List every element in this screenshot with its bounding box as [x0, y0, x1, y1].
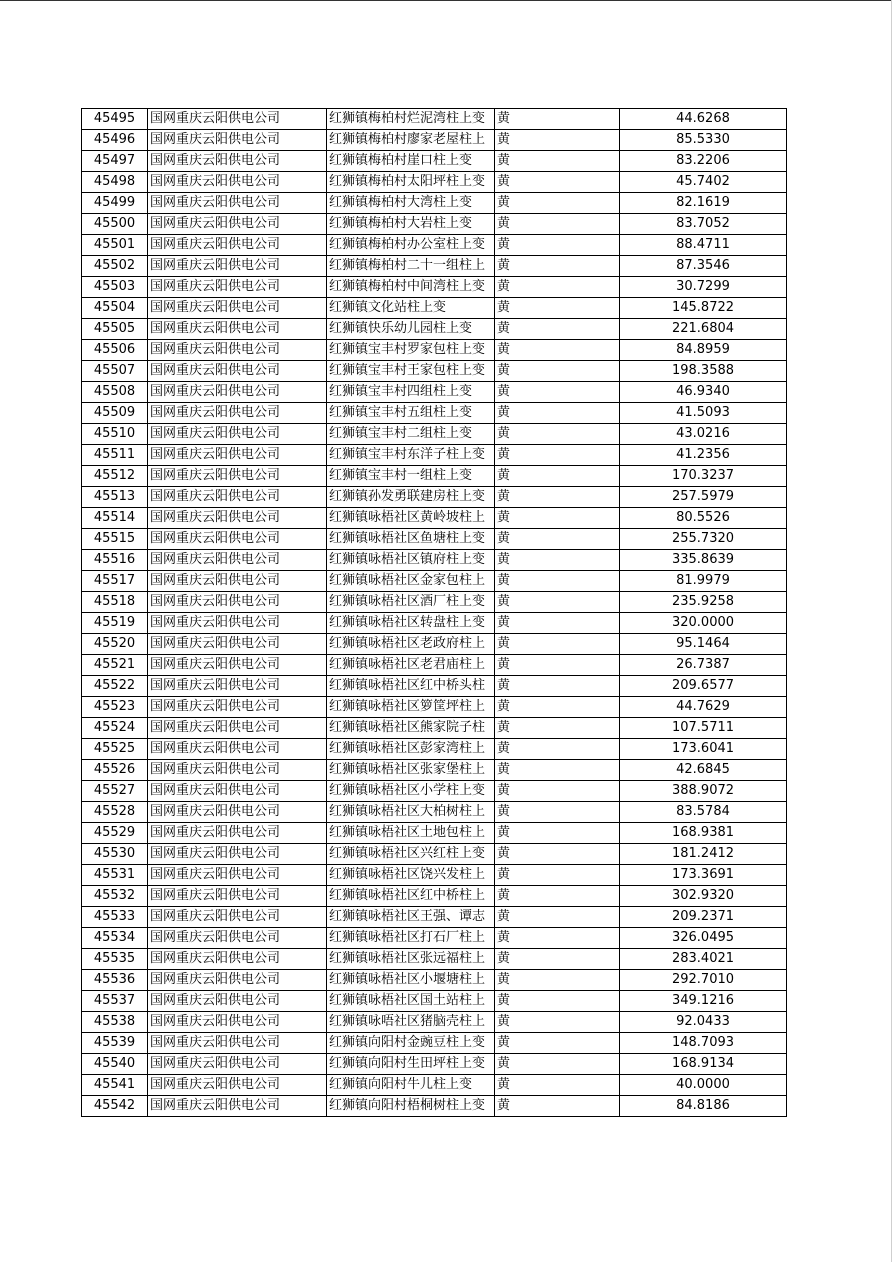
table-row: [82, 340, 787, 361]
company-cell: 国网重庆云阳供电公司: [148, 529, 327, 550]
row-id-cell: 45535: [82, 949, 148, 970]
table-row: [82, 508, 787, 529]
level-cell: 黄: [495, 718, 620, 739]
value-cell: 292.7010: [620, 970, 787, 991]
value-cell: 198.3588: [620, 361, 787, 382]
company-cell: 国网重庆云阳供电公司: [148, 1096, 327, 1117]
value-cell: 82.1619: [620, 193, 787, 214]
company-cell: 国网重庆云阳供电公司: [148, 340, 327, 361]
value-cell: 81.9979: [620, 571, 787, 592]
level-cell: 黄: [495, 634, 620, 655]
level-cell: 黄: [495, 739, 620, 760]
level-cell: 黄: [495, 340, 620, 361]
transformer-name-cell: 红狮镇咏梧社区熊家院子柱: [327, 718, 495, 739]
company-cell: 国网重庆云阳供电公司: [148, 802, 327, 823]
table-row: [82, 382, 787, 403]
table-row: [82, 802, 787, 823]
value-cell: 209.2371: [620, 907, 787, 928]
transformer-name-cell: 红狮镇梅柏村办公室柱上变: [327, 235, 495, 256]
row-id-cell: 45506: [82, 340, 148, 361]
table-row: [82, 1054, 787, 1075]
table-row: [82, 928, 787, 949]
level-cell: 黄: [495, 445, 620, 466]
level-cell: 黄: [495, 1012, 620, 1033]
table-row: [82, 865, 787, 886]
transformer-name-cell: 红狮镇宝丰村二组柱上变: [327, 424, 495, 445]
transformer-name-cell: 红狮镇咏梧社区国土站柱上: [327, 991, 495, 1012]
level-cell: 黄: [495, 151, 620, 172]
level-cell: 黄: [495, 424, 620, 445]
value-cell: 41.2356: [620, 445, 787, 466]
table-row: [82, 403, 787, 424]
company-cell: 国网重庆云阳供电公司: [148, 592, 327, 613]
transformer-name-cell: 红狮镇梅柏村太阳坪柱上变: [327, 172, 495, 193]
transformer-name-cell: 红狮镇梅柏村二十一组柱上: [327, 256, 495, 277]
company-cell: 国网重庆云阳供电公司: [148, 613, 327, 634]
transformer-name-cell: 红狮镇咏梧社区酒厂柱上变: [327, 592, 495, 613]
transformer-name-cell: 红狮镇咏梧社区黄岭坡柱上: [327, 508, 495, 529]
table-row: [82, 1096, 787, 1117]
table-row: [82, 466, 787, 487]
transformer-name-cell: 红狮镇宝丰村四组柱上变: [327, 382, 495, 403]
transformer-name-cell: 红狮镇咏梧社区小堰塘柱上: [327, 970, 495, 991]
table-row: [82, 949, 787, 970]
row-id-cell: 45532: [82, 886, 148, 907]
transformer-name-cell: 红狮镇宝丰村王家包柱上变: [327, 361, 495, 382]
level-cell: 黄: [495, 466, 620, 487]
company-cell: 国网重庆云阳供电公司: [148, 466, 327, 487]
value-cell: 388.9072: [620, 781, 787, 802]
value-cell: 235.9258: [620, 592, 787, 613]
company-cell: 国网重庆云阳供电公司: [148, 319, 327, 340]
company-cell: 国网重庆云阳供电公司: [148, 676, 327, 697]
company-cell: 国网重庆云阳供电公司: [148, 214, 327, 235]
row-id-cell: 45510: [82, 424, 148, 445]
level-cell: 黄: [495, 319, 620, 340]
table-row: [82, 193, 787, 214]
table-row: [82, 445, 787, 466]
row-id-cell: 45507: [82, 361, 148, 382]
table-row: [82, 277, 787, 298]
transformer-name-cell: 红狮镇向阳村牛儿柱上变: [327, 1075, 495, 1096]
transformer-name-cell: 红狮镇咏梧社区老政府柱上: [327, 634, 495, 655]
value-cell: 145.8722: [620, 298, 787, 319]
level-cell: 黄: [495, 508, 620, 529]
value-cell: 209.6577: [620, 676, 787, 697]
company-cell: 国网重庆云阳供电公司: [148, 865, 327, 886]
table-row: [82, 529, 787, 550]
level-cell: 黄: [495, 214, 620, 235]
row-id-cell: 45542: [82, 1096, 148, 1117]
transformer-name-cell: 红狮镇咏梧社区土地包柱上: [327, 823, 495, 844]
company-cell: 国网重庆云阳供电公司: [148, 256, 327, 277]
transformer-name-cell: 红狮镇梅柏村大湾柱上变: [327, 193, 495, 214]
company-cell: 国网重庆云阳供电公司: [148, 508, 327, 529]
level-cell: 黄: [495, 193, 620, 214]
value-cell: 92.0433: [620, 1012, 787, 1033]
table-row: [82, 235, 787, 256]
value-cell: 173.3691: [620, 865, 787, 886]
company-cell: 国网重庆云阳供电公司: [148, 781, 327, 802]
transformer-name-cell: 红狮镇向阳村梧桐树柱上变: [327, 1096, 495, 1117]
company-cell: 国网重庆云阳供电公司: [148, 424, 327, 445]
value-cell: 257.5979: [620, 487, 787, 508]
row-id-cell: 45508: [82, 382, 148, 403]
transformer-name-cell: 红狮镇宝丰村一组柱上变: [327, 466, 495, 487]
value-cell: 26.7387: [620, 655, 787, 676]
row-id-cell: 45526: [82, 760, 148, 781]
level-cell: 黄: [495, 907, 620, 928]
company-cell: 国网重庆云阳供电公司: [148, 949, 327, 970]
table-row: [82, 970, 787, 991]
level-cell: 黄: [495, 172, 620, 193]
level-cell: 黄: [495, 1075, 620, 1096]
row-id-cell: 45503: [82, 277, 148, 298]
company-cell: 国网重庆云阳供电公司: [148, 739, 327, 760]
row-id-cell: 45516: [82, 550, 148, 571]
transformer-name-cell: 红狮镇咏梧社区鱼塘柱上变: [327, 529, 495, 550]
table-row: [82, 361, 787, 382]
row-id-cell: 45538: [82, 1012, 148, 1033]
value-cell: 349.1216: [620, 991, 787, 1012]
level-cell: 黄: [495, 109, 620, 130]
row-id-cell: 45515: [82, 529, 148, 550]
transformer-name-cell: 红狮镇宝丰村东洋子柱上变: [327, 445, 495, 466]
table-row: [82, 760, 787, 781]
value-cell: 83.5784: [620, 802, 787, 823]
level-cell: 黄: [495, 298, 620, 319]
row-id-cell: 45495: [82, 109, 148, 130]
row-id-cell: 45505: [82, 319, 148, 340]
row-id-cell: 45528: [82, 802, 148, 823]
value-cell: 326.0495: [620, 928, 787, 949]
level-cell: 黄: [495, 487, 620, 508]
company-cell: 国网重庆云阳供电公司: [148, 1075, 327, 1096]
value-cell: 85.5330: [620, 130, 787, 151]
table-row: [82, 571, 787, 592]
value-cell: 80.5526: [620, 508, 787, 529]
row-id-cell: 45499: [82, 193, 148, 214]
table-row: [82, 1033, 787, 1054]
value-cell: 168.9134: [620, 1054, 787, 1075]
value-cell: 320.0000: [620, 613, 787, 634]
row-id-cell: 45521: [82, 655, 148, 676]
level-cell: 黄: [495, 676, 620, 697]
transformer-name-cell: 红狮镇咏梧社区红中桥柱上: [327, 886, 495, 907]
transformer-name-cell: 红狮镇向阳村金豌豆柱上变: [327, 1033, 495, 1054]
value-cell: 40.0000: [620, 1075, 787, 1096]
row-id-cell: 45530: [82, 844, 148, 865]
table-row: [82, 697, 787, 718]
company-cell: 国网重庆云阳供电公司: [148, 697, 327, 718]
level-cell: 黄: [495, 1054, 620, 1075]
company-cell: 国网重庆云阳供电公司: [148, 151, 327, 172]
company-cell: 国网重庆云阳供电公司: [148, 907, 327, 928]
transformer-name-cell: 红狮镇咏梧社区张远福柱上: [327, 949, 495, 970]
table-row: [82, 550, 787, 571]
table-body: [82, 109, 787, 1117]
level-cell: 黄: [495, 970, 620, 991]
company-cell: 国网重庆云阳供电公司: [148, 109, 327, 130]
row-id-cell: 45541: [82, 1075, 148, 1096]
data-table: [81, 108, 787, 1117]
company-cell: 国网重庆云阳供电公司: [148, 403, 327, 424]
table-row: [82, 109, 787, 130]
company-cell: 国网重庆云阳供电公司: [148, 277, 327, 298]
value-cell: 168.9381: [620, 823, 787, 844]
row-id-cell: 45525: [82, 739, 148, 760]
transformer-name-cell: 红狮镇咏梧社区镇府柱上变: [327, 550, 495, 571]
transformer-name-cell: 红狮镇咏梧社区转盘柱上变: [327, 613, 495, 634]
company-cell: 国网重庆云阳供电公司: [148, 193, 327, 214]
value-cell: 170.3237: [620, 466, 787, 487]
value-cell: 181.2412: [620, 844, 787, 865]
table-row: [82, 214, 787, 235]
level-cell: 黄: [495, 697, 620, 718]
table-row: [82, 739, 787, 760]
transformer-name-cell: 红狮镇快乐幼儿园柱上变: [327, 319, 495, 340]
level-cell: 黄: [495, 1096, 620, 1117]
transformer-name-cell: 红狮镇咏梧社区张家堡柱上: [327, 760, 495, 781]
table-row: [82, 655, 787, 676]
row-id-cell: 45522: [82, 676, 148, 697]
table-row: [82, 823, 787, 844]
row-id-cell: 45509: [82, 403, 148, 424]
table-row: [82, 130, 787, 151]
value-cell: 87.3546: [620, 256, 787, 277]
level-cell: 黄: [495, 235, 620, 256]
company-cell: 国网重庆云阳供电公司: [148, 634, 327, 655]
value-cell: 335.8639: [620, 550, 787, 571]
row-id-cell: 45529: [82, 823, 148, 844]
transformer-name-cell: 红狮镇咏梧社区箩筐坪柱上: [327, 697, 495, 718]
table-row: [82, 1012, 787, 1033]
transformer-name-cell: 红狮镇咏梧社区彭家湾柱上: [327, 739, 495, 760]
company-cell: 国网重庆云阳供电公司: [148, 550, 327, 571]
row-id-cell: 45523: [82, 697, 148, 718]
level-cell: 黄: [495, 655, 620, 676]
value-cell: 283.4021: [620, 949, 787, 970]
table-row: [82, 319, 787, 340]
transformer-name-cell: 红狮镇宝丰村罗家包柱上变: [327, 340, 495, 361]
row-id-cell: 45513: [82, 487, 148, 508]
table-row: [82, 907, 787, 928]
table-row: [82, 634, 787, 655]
level-cell: 黄: [495, 613, 620, 634]
company-cell: 国网重庆云阳供电公司: [148, 1012, 327, 1033]
row-id-cell: 45518: [82, 592, 148, 613]
value-cell: 43.0216: [620, 424, 787, 445]
row-id-cell: 45534: [82, 928, 148, 949]
row-id-cell: 45539: [82, 1033, 148, 1054]
value-cell: 88.4711: [620, 235, 787, 256]
company-cell: 国网重庆云阳供电公司: [148, 1033, 327, 1054]
company-cell: 国网重庆云阳供电公司: [148, 571, 327, 592]
value-cell: 148.7093: [620, 1033, 787, 1054]
level-cell: 黄: [495, 886, 620, 907]
row-id-cell: 45537: [82, 991, 148, 1012]
transformer-name-cell: 红狮镇孙发勇联建房柱上变: [327, 487, 495, 508]
level-cell: 黄: [495, 529, 620, 550]
level-cell: 黄: [495, 802, 620, 823]
table-row: [82, 424, 787, 445]
level-cell: 黄: [495, 781, 620, 802]
level-cell: 黄: [495, 991, 620, 1012]
company-cell: 国网重庆云阳供电公司: [148, 928, 327, 949]
company-cell: 国网重庆云阳供电公司: [148, 718, 327, 739]
company-cell: 国网重庆云阳供电公司: [148, 445, 327, 466]
value-cell: 84.8959: [620, 340, 787, 361]
transformer-name-cell: 红狮镇咏梧社区兴红柱上变: [327, 844, 495, 865]
company-cell: 国网重庆云阳供电公司: [148, 823, 327, 844]
row-id-cell: 45501: [82, 235, 148, 256]
transformer-name-cell: 红狮镇咏梧社区王强、谭志: [327, 907, 495, 928]
row-id-cell: 45504: [82, 298, 148, 319]
company-cell: 国网重庆云阳供电公司: [148, 970, 327, 991]
value-cell: 255.7320: [620, 529, 787, 550]
row-id-cell: 45527: [82, 781, 148, 802]
value-cell: 173.6041: [620, 739, 787, 760]
value-cell: 30.7299: [620, 277, 787, 298]
transformer-name-cell: 红狮镇咏梧社区打石厂柱上: [327, 928, 495, 949]
table-row: [82, 298, 787, 319]
row-id-cell: 45512: [82, 466, 148, 487]
transformer-name-cell: 红狮镇梅柏村崖口柱上变: [327, 151, 495, 172]
table-row: [82, 676, 787, 697]
row-id-cell: 45496: [82, 130, 148, 151]
table-row: [82, 613, 787, 634]
company-cell: 国网重庆云阳供电公司: [148, 760, 327, 781]
row-id-cell: 45531: [82, 865, 148, 886]
row-id-cell: 45520: [82, 634, 148, 655]
table-row: [82, 592, 787, 613]
company-cell: 国网重庆云阳供电公司: [148, 172, 327, 193]
level-cell: 黄: [495, 571, 620, 592]
company-cell: 国网重庆云阳供电公司: [148, 235, 327, 256]
table-row: [82, 487, 787, 508]
row-id-cell: 45536: [82, 970, 148, 991]
company-cell: 国网重庆云阳供电公司: [148, 487, 327, 508]
level-cell: 黄: [495, 130, 620, 151]
row-id-cell: 45498: [82, 172, 148, 193]
transformer-name-cell: 红狮镇咏梧社区金家包柱上: [327, 571, 495, 592]
transformer-name-cell: 红狮镇向阳村生田坪柱上变: [327, 1054, 495, 1075]
value-cell: 42.6845: [620, 760, 787, 781]
company-cell: 国网重庆云阳供电公司: [148, 844, 327, 865]
transformer-name-cell: 红狮镇梅柏村中间湾柱上变: [327, 277, 495, 298]
transformer-name-cell: 红狮镇咏梧社区大柏树柱上: [327, 802, 495, 823]
transformer-name-cell: 红狮镇咏唔社区猪脑壳柱上: [327, 1012, 495, 1033]
level-cell: 黄: [495, 844, 620, 865]
value-cell: 45.7402: [620, 172, 787, 193]
row-id-cell: 45540: [82, 1054, 148, 1075]
row-id-cell: 45519: [82, 613, 148, 634]
level-cell: 黄: [495, 361, 620, 382]
value-cell: 44.7629: [620, 697, 787, 718]
level-cell: 黄: [495, 928, 620, 949]
level-cell: 黄: [495, 550, 620, 571]
page-top-border: [0, 0, 892, 1]
row-id-cell: 45502: [82, 256, 148, 277]
transformer-name-cell: 红狮镇咏梧社区饶兴发柱上: [327, 865, 495, 886]
transformer-name-cell: 红狮镇梅柏村大岩柱上变: [327, 214, 495, 235]
transformer-name-cell: 红狮镇咏梧社区老君庙柱上: [327, 655, 495, 676]
level-cell: 黄: [495, 865, 620, 886]
company-cell: 国网重庆云阳供电公司: [148, 298, 327, 319]
level-cell: 黄: [495, 823, 620, 844]
row-id-cell: 45497: [82, 151, 148, 172]
level-cell: 黄: [495, 382, 620, 403]
value-cell: 107.5711: [620, 718, 787, 739]
level-cell: 黄: [495, 592, 620, 613]
value-cell: 302.9320: [620, 886, 787, 907]
row-id-cell: 45511: [82, 445, 148, 466]
transformer-name-cell: 红狮镇梅柏村廖家老屋柱上: [327, 130, 495, 151]
transformer-name-cell: 红狮镇宝丰村五组柱上变: [327, 403, 495, 424]
level-cell: 黄: [495, 760, 620, 781]
table-row: [82, 991, 787, 1012]
company-cell: 国网重庆云阳供电公司: [148, 361, 327, 382]
value-cell: 41.5093: [620, 403, 787, 424]
transformer-name-cell: 红狮镇文化站柱上变: [327, 298, 495, 319]
row-id-cell: 45500: [82, 214, 148, 235]
level-cell: 黄: [495, 256, 620, 277]
company-cell: 国网重庆云阳供电公司: [148, 886, 327, 907]
level-cell: 黄: [495, 1033, 620, 1054]
table-row: [82, 151, 787, 172]
transformer-name-cell: 红狮镇咏梧社区小学柱上变: [327, 781, 495, 802]
value-cell: 44.6268: [620, 109, 787, 130]
level-cell: 黄: [495, 949, 620, 970]
table-row: [82, 172, 787, 193]
table-row: [82, 886, 787, 907]
row-id-cell: 45524: [82, 718, 148, 739]
row-id-cell: 45514: [82, 508, 148, 529]
company-cell: 国网重庆云阳供电公司: [148, 130, 327, 151]
company-cell: 国网重庆云阳供电公司: [148, 655, 327, 676]
value-cell: 46.9340: [620, 382, 787, 403]
value-cell: 83.2206: [620, 151, 787, 172]
value-cell: 221.6804: [620, 319, 787, 340]
table-row: [82, 844, 787, 865]
transformer-name-cell: 红狮镇梅柏村烂泥湾柱上变: [327, 109, 495, 130]
table-row: [82, 718, 787, 739]
table-row: [82, 781, 787, 802]
level-cell: 黄: [495, 277, 620, 298]
company-cell: 国网重庆云阳供电公司: [148, 991, 327, 1012]
table-row: [82, 1075, 787, 1096]
transformer-name-cell: 红狮镇咏梧社区红中桥头柱: [327, 676, 495, 697]
row-id-cell: 45533: [82, 907, 148, 928]
row-id-cell: 45517: [82, 571, 148, 592]
value-cell: 84.8186: [620, 1096, 787, 1117]
company-cell: 国网重庆云阳供电公司: [148, 1054, 327, 1075]
value-cell: 83.7052: [620, 214, 787, 235]
table-row: [82, 256, 787, 277]
value-cell: 95.1464: [620, 634, 787, 655]
company-cell: 国网重庆云阳供电公司: [148, 382, 327, 403]
level-cell: 黄: [495, 403, 620, 424]
